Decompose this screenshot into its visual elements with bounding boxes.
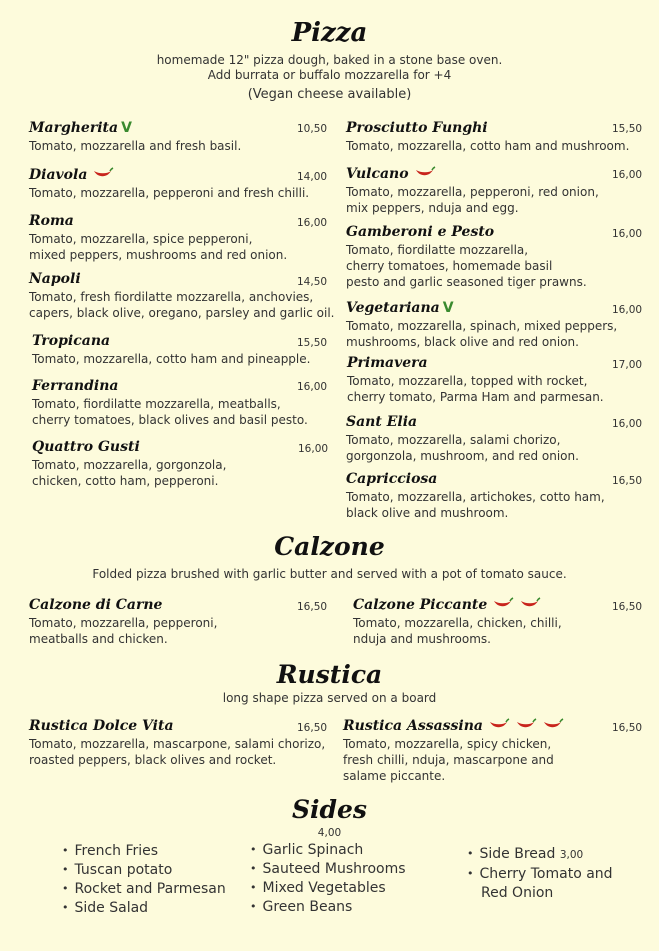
item-price: 15,50	[612, 123, 643, 135]
side-item: • Cherry Tomato and	[467, 865, 613, 884]
rustica-subtitle: long shape pizza served on a board	[222, 691, 437, 705]
item-name: Vegetariana	[346, 300, 440, 316]
side-item-name: Side Bread	[479, 846, 556, 862]
menu-item-calzone-di-carne	[29, 596, 217, 647]
side-item: • Mixed Vegetables	[250, 879, 406, 898]
item-description: cherry tomato, Parma Ham and parmesan.	[347, 390, 604, 404]
item-description: Tomato, mozzarella and fresh basil.	[29, 139, 242, 153]
item-price: 16,00	[612, 169, 643, 181]
item-name: Rustica Dolce Vita	[29, 718, 174, 734]
sides-column-3	[467, 845, 613, 903]
menu-item-capricciosa	[346, 470, 605, 521]
chili-pepper-icon	[515, 717, 537, 735]
item-description: capers, black olive, oregano, parsley and garlic oil.	[29, 306, 335, 320]
item-description: nduja and mushrooms.	[353, 632, 491, 646]
menu-item-rustica-assassina	[343, 717, 564, 784]
item-description: Tomato, mozzarella, pepperoni and fresh chilli.	[29, 186, 310, 200]
item-price: 16,00	[612, 228, 643, 240]
sides-title: Sides	[291, 795, 367, 824]
item-name: Quattro Gusti	[32, 439, 140, 455]
item-description: Tomato, mozzarella, cotto ham and mushroom.	[346, 139, 630, 153]
item-description: chicken, cotto ham, pepperoni.	[32, 474, 219, 488]
item-description: Tomato, fresh fiordilatte mozzarella, anchovies,	[29, 290, 314, 304]
pizza-subtitle-burrata: Add burrata or buffalo mozzarella for +4	[207, 68, 452, 82]
item-name: Calzone Piccante	[353, 597, 488, 613]
item-description: pesto and garlic seasoned tiger prawns.	[346, 275, 587, 289]
pizza-subtitle-vegan: (Vegan cheese available)	[247, 87, 412, 102]
item-price: 16,50	[612, 722, 643, 734]
side-item-bread	[467, 845, 613, 865]
item-price: 16,00	[297, 381, 328, 393]
chili-pepper-icon	[92, 166, 114, 184]
side-item: • Tuscan potato	[62, 861, 226, 880]
menu-item-sant-elia	[346, 413, 579, 464]
menu-item-diavola	[29, 166, 309, 201]
item-name: Margherita	[29, 120, 119, 136]
item-price: 16,00	[298, 443, 329, 455]
menu-item-prosciutto-funghi	[346, 119, 629, 154]
item-name: Rustica Assassina	[343, 718, 483, 734]
side-item: • Garlic Spinach	[250, 841, 406, 860]
side-item: • Rocket and Parmesan	[62, 880, 226, 899]
side-item: • Green Beans	[250, 898, 406, 917]
rustica-title: Rustica	[276, 660, 383, 689]
item-name: Gamberoni e Pesto	[346, 224, 495, 240]
side-item-continued: Red Onion	[481, 885, 554, 901]
item-description: Tomato, mozzarella, mascarpone, salami chorizo,	[29, 737, 326, 751]
item-description: Tomato, fiordilatte mozzarella,	[346, 243, 529, 257]
item-description: Tomato, mozzarella, cotto ham and pineapple.	[32, 352, 311, 366]
menu-item-vulcano	[346, 165, 599, 216]
item-description: Tomato, mozzarella, topped with rocket,	[347, 374, 588, 388]
item-name: Ferrandina	[32, 378, 119, 394]
side-item: • Side Salad	[62, 899, 226, 918]
item-description: mushrooms, black olive and red onion.	[346, 335, 579, 349]
sides-column-1	[62, 842, 226, 918]
menu-item-tropicana	[32, 332, 310, 367]
item-price: 16,50	[612, 475, 643, 487]
vegetarian-badge: V	[442, 300, 454, 316]
item-name: Prosciutto Funghi	[346, 120, 488, 136]
item-name: Capricciosa	[346, 471, 438, 487]
item-description: Tomato, mozzarella, pepperoni,	[29, 616, 218, 630]
pizza-title: Pizza	[291, 18, 368, 48]
menu-item-primavera	[347, 354, 604, 405]
menu-item-vegetariana	[346, 299, 617, 350]
item-description: mix peppers, nduja and egg.	[346, 201, 519, 215]
side-item-price: 3,00	[559, 849, 584, 861]
item-price: 14,50	[297, 276, 328, 288]
sides-column-2	[250, 841, 406, 917]
item-name: Roma	[29, 213, 74, 229]
item-name: Diavola	[29, 167, 88, 183]
chili-pepper-icon	[414, 165, 436, 183]
item-description: black olive and mushroom.	[346, 506, 509, 520]
item-name: Vulcano	[346, 166, 409, 182]
calzone-title: Calzone	[274, 532, 385, 561]
item-description: Tomato, mozzarella, chicken, chilli,	[353, 616, 562, 630]
item-description: Tomato, fiordilatte mozzarella, meatballs,	[32, 397, 281, 411]
item-description: cherry tomatoes, black olives and basil pesto.	[32, 413, 308, 427]
vegetarian-badge: V	[121, 120, 132, 136]
menu-item-margherita	[29, 119, 241, 154]
item-name: Sant Elia	[346, 414, 418, 430]
item-description: Tomato, mozzarella, spicy chicken,	[343, 737, 552, 751]
menu-item-gamberoni-e-pesto	[346, 223, 587, 290]
item-description: Tomato, mozzarella, salami chorizo,	[346, 433, 561, 447]
item-name: Primavera	[347, 355, 428, 371]
item-description: roasted peppers, black olives and rocket.	[29, 753, 277, 767]
item-price: 16,50	[612, 601, 643, 613]
item-description: cherry tomatoes, homemade basil	[346, 259, 553, 273]
item-description: mixed peppers, mushrooms and red onion.	[29, 248, 288, 262]
chili-pepper-icon	[492, 596, 514, 614]
item-price: 16,00	[297, 217, 328, 229]
item-description: salame piccante.	[343, 769, 446, 783]
item-description: fresh chilli, nduja, mascarpone and	[343, 753, 554, 767]
menu-item-quattro-gusti	[32, 438, 226, 489]
side-item: • French Fries	[62, 842, 226, 861]
side-item: • Sauteed Mushrooms	[250, 860, 406, 879]
item-price: 15,50	[297, 337, 328, 349]
sides-price: 4,00	[317, 827, 342, 839]
item-description: Tomato, mozzarella, artichokes, cotto ham,	[346, 490, 605, 504]
item-price: 16,00	[612, 304, 643, 316]
item-description: meatballs and chicken.	[29, 632, 168, 646]
item-description: Tomato, mozzarella, pepperoni, red onion,	[346, 185, 599, 199]
menu-item-rustica-dolce-vita	[29, 717, 328, 768]
item-description: Tomato, mozzarella, gorgonzola,	[32, 458, 227, 472]
calzone-subtitle: Folded pizza brushed with garlic butter and served with a pot of tomato sauce.	[92, 567, 567, 581]
item-price: 17,00	[612, 359, 643, 371]
chili-pepper-icon	[488, 717, 510, 735]
item-name: Napoli	[29, 271, 81, 287]
menu-item-napoli	[29, 270, 334, 321]
item-price: 16,50	[297, 722, 328, 734]
menu-item-ferrandina	[32, 377, 308, 428]
item-description: Tomato, mozzarella, spinach, mixed peppers,	[346, 319, 618, 333]
item-price: 10,50	[297, 123, 328, 135]
item-name: Tropicana	[32, 333, 111, 349]
item-description: gorgonzola, mushroom, and red onion.	[346, 449, 579, 463]
item-description: Tomato, mozzarella, spice pepperoni,	[29, 232, 253, 246]
item-price: 14,00	[297, 171, 328, 183]
item-price: 16,50	[297, 601, 328, 613]
menu-item-roma	[29, 212, 287, 263]
chili-pepper-icon	[519, 596, 541, 614]
pizza-subtitle-dough: homemade 12" pizza dough, baked in a stone base oven.	[156, 53, 503, 67]
chili-pepper-icon	[542, 717, 564, 735]
menu-item-calzone-piccante	[353, 596, 562, 647]
item-price: 16,00	[612, 418, 643, 430]
item-name: Calzone di Carne	[29, 597, 163, 613]
